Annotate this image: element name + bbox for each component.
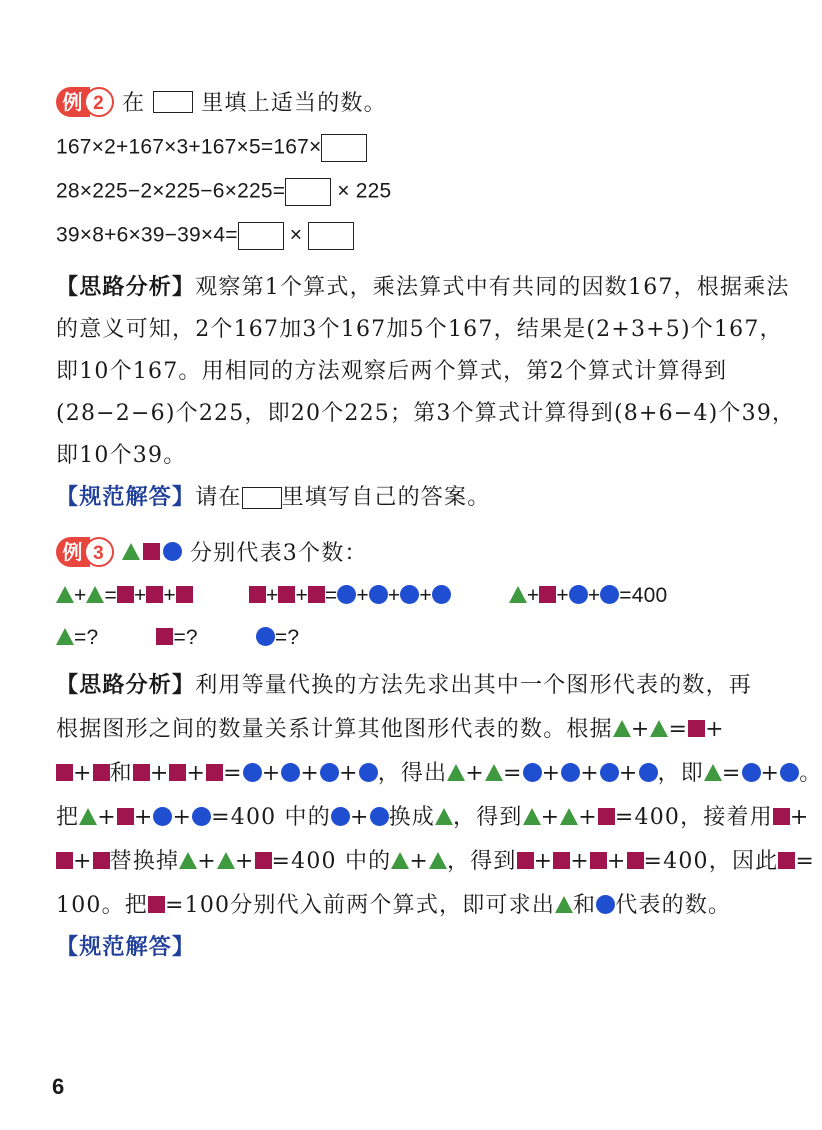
equation-3-times: × <box>289 223 303 247</box>
analysis-text: =400，接着用 <box>614 805 773 830</box>
equation-2 <box>56 178 760 206</box>
circle-icon <box>163 542 182 561</box>
equals-sign: = <box>104 584 117 607</box>
analysis-text: 换成 <box>388 805 435 830</box>
circle-icon <box>359 763 378 782</box>
analysis-text: 代表的数。 <box>615 893 732 918</box>
analysis3-line-6 <box>56 888 760 919</box>
analysis3-line-4 <box>56 800 810 831</box>
question-mark: =? <box>274 626 300 649</box>
square-icon <box>278 586 295 603</box>
equals-sign: = <box>795 849 815 874</box>
square-icon <box>117 586 134 603</box>
plus-sign: + <box>74 584 87 607</box>
square-icon <box>778 852 795 869</box>
analysis2-line-3: 即10个167。用相同的方法观察后两个算式，第2个算式计算得到 <box>56 359 728 384</box>
analysis-text: ，即 <box>657 761 704 786</box>
triangle-icon <box>650 720 668 737</box>
square-icon <box>156 628 173 645</box>
intro-text: 分别代表3个数： <box>190 541 368 566</box>
analysis3-line-2 <box>56 712 760 743</box>
circle-icon <box>369 585 388 604</box>
square-icon <box>176 586 193 603</box>
analysis-label: 【思路分析】 <box>56 672 196 698</box>
triangle-icon <box>447 764 465 781</box>
circle-icon <box>600 763 619 782</box>
plus-sign: + <box>97 805 117 830</box>
analysis-text: ，得出 <box>377 761 448 786</box>
answer-label: 【规范解答】 <box>56 934 196 960</box>
triangle-icon <box>122 543 140 560</box>
answer-box-3a[interactable] <box>238 222 284 250</box>
plus-sign: + <box>533 849 554 874</box>
plus-sign: + <box>163 584 176 607</box>
equals-sign: = <box>502 761 523 786</box>
plus-sign: + <box>261 761 282 786</box>
equation-1-left: 167×2+167×3+167×5=167× <box>56 135 322 159</box>
shape-legend <box>122 542 182 561</box>
shape-equation-1 <box>56 584 199 607</box>
circle-icon <box>243 763 262 782</box>
analysis3-line-1 <box>56 668 760 699</box>
square-icon <box>255 852 272 869</box>
triangle-icon <box>485 764 503 781</box>
circle-icon <box>780 763 799 782</box>
triangle-icon <box>86 586 104 603</box>
square-icon <box>249 586 266 603</box>
plus-sign: + <box>618 761 639 786</box>
example-badge-char: 例 <box>56 537 90 567</box>
shape-equations <box>56 584 760 608</box>
equals-sign: = <box>721 761 742 786</box>
answer-label: 【规范解答】 <box>56 484 196 510</box>
circle-icon <box>370 807 389 826</box>
circle-icon <box>742 763 761 782</box>
triangle-icon <box>613 720 631 737</box>
circle-icon <box>256 627 275 646</box>
answer3-line <box>56 930 760 961</box>
plus-sign: + <box>234 849 255 874</box>
analysis2-line-5: 即10个39。 <box>56 443 187 468</box>
square-icon <box>206 764 223 781</box>
question-mark: =? <box>74 626 99 649</box>
circle-icon <box>523 763 542 782</box>
plus-sign: + <box>349 805 370 830</box>
answer-post: 里填写自己的答案。 <box>281 485 491 510</box>
analysis-text: ，得到 <box>447 849 517 874</box>
plus-sign: + <box>295 584 308 607</box>
shape-questions <box>56 626 760 650</box>
triangle-icon <box>56 586 74 603</box>
plus-sign: + <box>419 584 432 607</box>
square-icon <box>539 586 556 603</box>
analysis-text: =400 中的 <box>271 849 392 874</box>
plus-sign: + <box>73 761 93 786</box>
plus-sign: + <box>186 761 207 786</box>
shape-equation-2 <box>249 584 457 607</box>
plus-sign: + <box>149 761 170 786</box>
square-icon <box>627 852 644 869</box>
analysis2-line-4: (28−2−6)个225，即20个225；第3个算式计算得到(8+6−4)个39， <box>56 401 796 426</box>
example-badge-number: 3 <box>84 537 114 567</box>
plus-sign: + <box>387 584 401 607</box>
square-icon <box>93 764 110 781</box>
plus-sign: + <box>356 584 369 607</box>
analysis-text: =100分别代入前两个算式，即可求出 <box>165 893 556 918</box>
plus-sign: + <box>265 584 279 607</box>
triangle-icon <box>217 852 235 869</box>
square-icon <box>56 764 73 781</box>
square-icon <box>553 852 570 869</box>
plus-sign: + <box>705 717 725 742</box>
circle-icon <box>400 585 419 604</box>
plus-sign: + <box>760 761 781 786</box>
plus-sign: + <box>133 805 154 830</box>
equation-2-right: × 225 <box>337 179 392 203</box>
square-icon <box>146 586 163 603</box>
circle-icon <box>596 895 615 914</box>
triangle-icon <box>435 808 453 825</box>
answer-box-sample <box>242 487 282 509</box>
square-icon <box>590 852 607 869</box>
plus-sign: + <box>587 584 601 607</box>
plus-sign: + <box>570 849 590 874</box>
square-icon <box>308 586 325 603</box>
equation-1 <box>56 134 760 162</box>
square-icon <box>148 896 165 913</box>
plus-sign: + <box>541 761 562 786</box>
square-icon <box>598 808 615 825</box>
analysis-text: 观察第1个算式，乘法算式中有共同的因数167，根据乘法 <box>195 275 790 300</box>
triangle-icon <box>179 852 197 869</box>
analysis-text: 和 <box>573 893 597 918</box>
circle-icon <box>192 807 211 826</box>
analysis-text: 把 <box>56 805 80 830</box>
circle-icon <box>320 763 339 782</box>
example2-badge <box>56 87 114 117</box>
triangle-icon <box>429 852 447 869</box>
circle-icon <box>600 585 619 604</box>
triangle-icon <box>56 628 74 645</box>
analysis-text: 根据图形之间的数量关系计算其他图形代表的数。根据 <box>56 717 613 742</box>
plus-sign: + <box>133 584 147 607</box>
analysis3-line-5 <box>56 844 815 875</box>
instruction-post: 里填上适当的数。 <box>201 91 387 116</box>
plus-sign: + <box>540 805 561 830</box>
plus-sign: + <box>630 717 651 742</box>
shape-equation-3 <box>509 584 668 607</box>
triangle-icon <box>523 808 541 825</box>
circle-icon <box>639 763 658 782</box>
square-icon <box>688 720 705 737</box>
square-icon <box>56 852 73 869</box>
analysis-text: 和 <box>109 761 133 786</box>
equals-sign: = <box>668 717 689 742</box>
circle-icon <box>569 585 588 604</box>
plus-sign: + <box>606 849 627 874</box>
example-badge-char: 例 <box>56 87 90 117</box>
plus-sign: + <box>339 761 359 786</box>
equation-2-left: 28×225−2×225−6×225= <box>56 179 286 203</box>
plus-sign: + <box>465 761 485 786</box>
answer2-line <box>56 480 760 511</box>
analysis-label: 【思路分析】 <box>56 274 196 300</box>
example3-heading <box>56 536 760 567</box>
triangle-icon <box>704 764 722 781</box>
analysis-text: 100。把 <box>56 893 148 918</box>
equals-sign: = <box>223 761 243 786</box>
square-icon <box>93 852 110 869</box>
answer-box-1[interactable] <box>321 134 367 162</box>
plus-sign: + <box>578 805 598 830</box>
analysis2-line-1 <box>56 270 790 301</box>
example2-heading <box>56 86 760 117</box>
example-badge-number: 2 <box>84 87 114 117</box>
plus-sign: + <box>409 849 429 874</box>
circle-icon <box>331 807 350 826</box>
analysis3-line-3 <box>56 756 822 787</box>
plus-sign: + <box>789 805 810 830</box>
analysis2-line-2: 的意义可知，2个167加3个167加5个167，结果是(2+3+5)个167， <box>56 317 783 342</box>
circle-icon <box>281 763 300 782</box>
triangle-icon <box>79 808 97 825</box>
analysis-text: ，得到 <box>453 805 523 830</box>
analysis-text: =400，因此 <box>643 849 779 874</box>
equals-sign: = <box>324 584 338 607</box>
answer-box-3b[interactable] <box>308 222 354 250</box>
plus-sign: + <box>526 584 540 607</box>
triangle-icon <box>560 808 578 825</box>
square-icon <box>773 808 790 825</box>
square-icon <box>169 764 186 781</box>
answer-box-2[interactable] <box>285 178 331 206</box>
square-icon <box>133 764 150 781</box>
plus-sign: + <box>172 805 193 830</box>
answer-box-sample <box>153 91 193 113</box>
circle-icon <box>561 763 580 782</box>
square-icon <box>517 852 534 869</box>
answer-pre: 请在 <box>195 485 242 510</box>
equation-3-left: 39×8+6×39−39×4= <box>56 223 238 247</box>
analysis-text: 利用等量代换的方法先求出其中一个图形代表的数，再 <box>195 673 753 698</box>
circle-icon <box>337 585 356 604</box>
triangle-icon <box>555 896 573 913</box>
triangle-icon <box>509 586 527 603</box>
plus-sign: + <box>556 584 569 607</box>
square-icon <box>117 808 134 825</box>
square-icon <box>143 543 160 560</box>
plus-sign: + <box>197 849 217 874</box>
triangle-icon <box>391 852 409 869</box>
circle-icon <box>432 585 451 604</box>
plus-sign: + <box>300 761 321 786</box>
circle-icon <box>153 807 172 826</box>
example3-badge <box>56 537 114 567</box>
analysis-text: 。 <box>799 761 822 786</box>
equation-3 <box>56 222 760 250</box>
equation-value: =400 <box>619 584 668 607</box>
question-mark: =? <box>173 626 198 649</box>
instruction-pre: 在 <box>122 91 146 116</box>
plus-sign: + <box>73 849 93 874</box>
page-number: 6 <box>52 1074 65 1099</box>
analysis-text: 替换掉 <box>109 849 180 874</box>
analysis-text: =400 中的 <box>211 805 331 830</box>
plus-sign: + <box>580 761 600 786</box>
